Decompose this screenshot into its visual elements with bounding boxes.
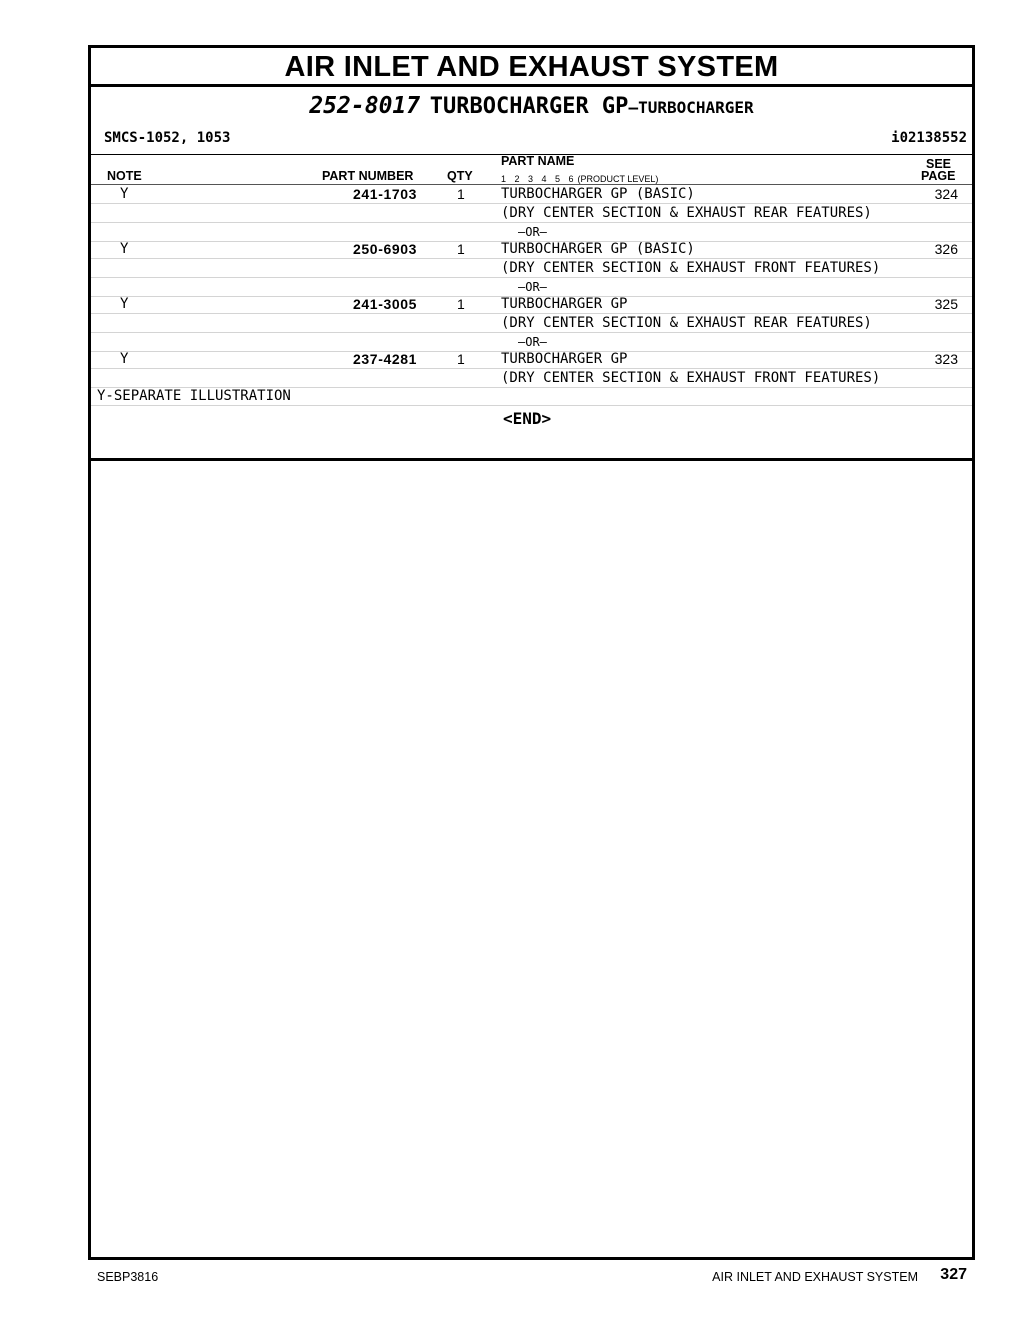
row-note: Y (120, 296, 129, 312)
product-level-label: (PRODUCT LEVEL) (577, 174, 659, 184)
row-or: —OR— (518, 280, 547, 294)
row-part-name: TURBOCHARGER GP (BASIC) (501, 241, 695, 257)
row-description: (DRY CENTER SECTION & EXHAUST FRONT FEATURES) (501, 260, 881, 276)
row-description: (DRY CENTER SECTION & EXHAUST REAR FEATURES) (501, 315, 872, 331)
row-part-number: 237-4281 (353, 351, 417, 367)
row-or: —OR— (518, 225, 547, 239)
row-description: (DRY CENTER SECTION & EXHAUST REAR FEATURES) (501, 205, 872, 221)
row-see-page: 325 (934, 296, 958, 312)
footer-page-number: 327 (940, 1266, 967, 1283)
product-level-numbers: 1 2 3 4 5 6 (501, 174, 574, 184)
table-row (91, 204, 972, 223)
row-see-page: 323 (934, 351, 958, 367)
table-row (91, 295, 972, 314)
row-note: Y (120, 351, 129, 367)
table-row (91, 350, 972, 369)
row-note: Y (120, 241, 129, 257)
product-levels (501, 174, 658, 184)
illustration-id: i02138552 (891, 130, 967, 146)
col-header-see: SEE (926, 157, 952, 171)
row-part-number: 250-6903 (353, 241, 417, 257)
row-qty: 1 (457, 296, 465, 312)
row-qty: 1 (457, 351, 465, 367)
col-header-qty: QTY (447, 169, 473, 183)
footer-doc-id: SEBP3816 (97, 1270, 159, 1284)
row-see-page: 324 (934, 186, 958, 202)
table-row (91, 240, 972, 259)
table-row (91, 185, 972, 204)
footnote: Y-SEPARATE ILLUSTRATION (97, 388, 291, 404)
end-marker: <END> (503, 409, 552, 428)
table-row (91, 369, 972, 388)
row-qty: 1 (457, 241, 465, 257)
footer-section: AIR INLET AND EXHAUST SYSTEM (712, 1270, 918, 1284)
row-part-name: TURBOCHARGER GP (501, 351, 628, 367)
row-part-name: TURBOCHARGER GP (BASIC) (501, 186, 695, 202)
row-part-number: 241-1703 (353, 186, 417, 202)
page-frame (88, 45, 975, 1260)
col-header-part-name: PART NAME (501, 154, 575, 168)
col-header-page: PAGE (921, 169, 956, 183)
group-name: TURBOCHARGER GP (429, 94, 629, 119)
col-header-note: NOTE (107, 169, 142, 183)
group-number: 252-8017 (309, 93, 421, 119)
section-title: AIR INLET AND EXHAUST SYSTEM (91, 48, 972, 87)
row-description: (DRY CENTER SECTION & EXHAUST FRONT FEATURES) (501, 370, 881, 386)
table-row (91, 259, 972, 278)
table-row (91, 387, 972, 406)
row-or: —OR— (518, 335, 547, 349)
section-divider (91, 458, 972, 461)
group-title (91, 93, 972, 119)
row-see-page: 326 (934, 241, 958, 257)
row-part-name: TURBOCHARGER GP (501, 296, 628, 312)
row-note: Y (120, 186, 129, 202)
smcs-code: SMCS-1052, 1053 (104, 130, 231, 146)
table-row (91, 314, 972, 333)
group-separator: — (628, 98, 639, 117)
col-header-part-number: PART NUMBER (322, 169, 414, 183)
row-qty: 1 (457, 186, 465, 202)
group-subname: TURBOCHARGER (638, 98, 754, 117)
row-part-number: 241-3005 (353, 296, 417, 312)
